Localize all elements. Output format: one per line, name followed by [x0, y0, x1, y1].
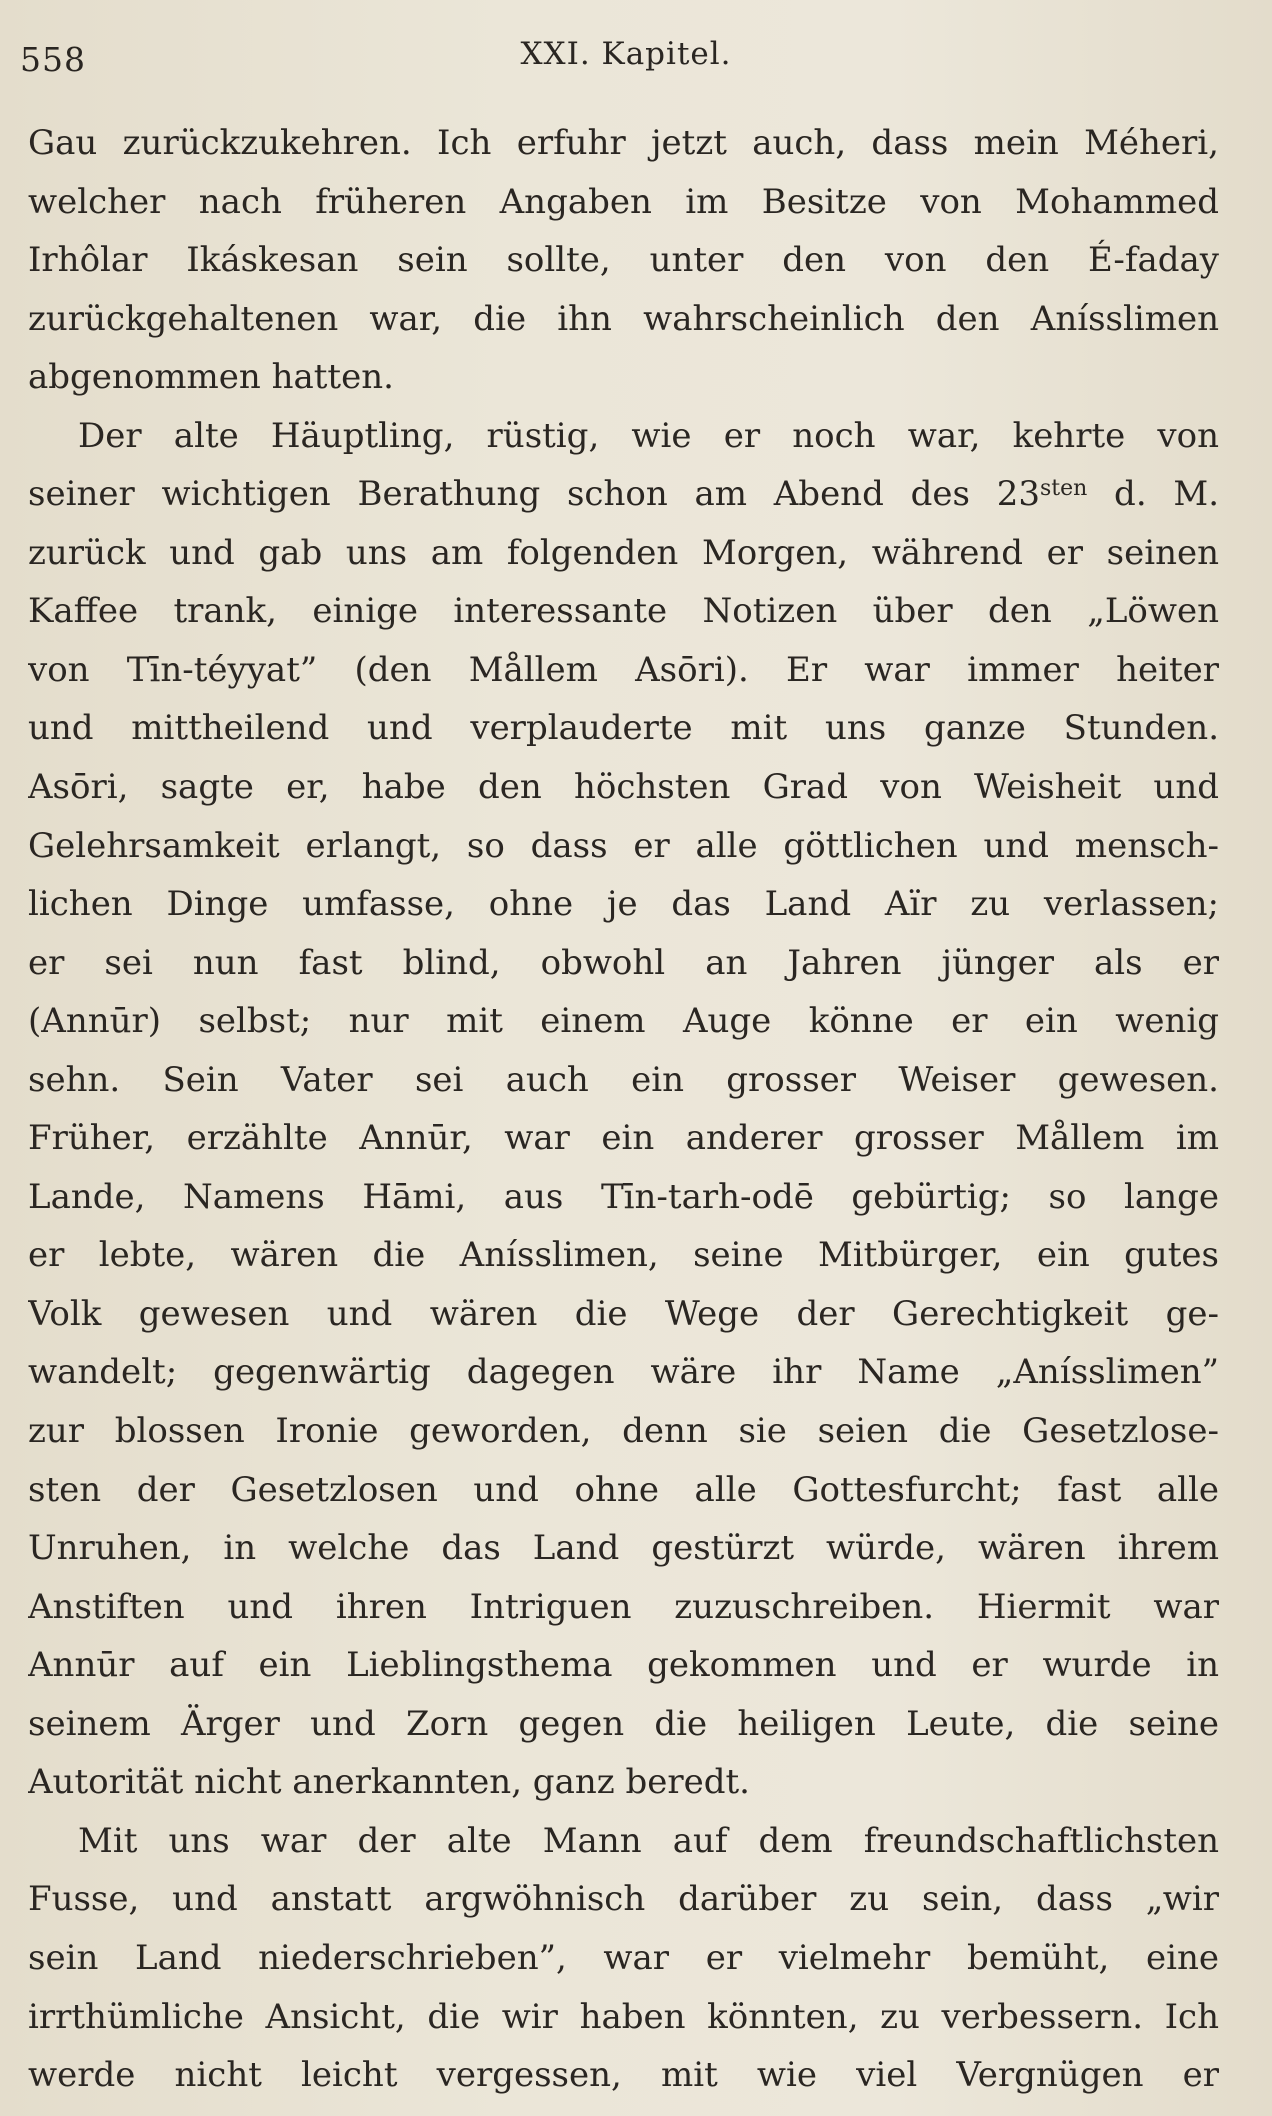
line-text: werde nicht leicht vergessen, mit wie viel Vergnügen er	[28, 2055, 1219, 2096]
line-text: abgenommen hatten.	[28, 357, 394, 398]
line-text: Mit uns war der alte Mann auf dem freundschaftlichsten	[78, 1820, 1219, 1861]
text-line	[28, 875, 1221, 934]
superscript: sten	[1039, 476, 1088, 502]
text-line	[28, 1461, 1221, 1520]
text-line	[28, 699, 1221, 758]
line-text: zurückgehaltenen war, die ihn wahrscheinlich den Anísslimen	[28, 298, 1219, 339]
text-line	[28, 817, 1221, 876]
text-line	[28, 290, 1221, 349]
line-text: er lebte, wären die Anísslimen, seine Mitbürger, ein gutes	[28, 1235, 1219, 1276]
line-text: Anstiften und ihren Intriguen zuzuschreiben. Hiermit war	[28, 1586, 1219, 1627]
line-text: Volk gewesen und wären die Wege der Gerechtigkeit ge-	[28, 1293, 1219, 1334]
line-text: Gelehrsamkeit erlangt, so dass er alle göttlichen und mensch-	[28, 825, 1219, 866]
line-text: sehn. Sein Vater sei auch ein grosser Weiser gewesen.	[28, 1059, 1219, 1100]
text-line	[28, 465, 1221, 524]
text-line	[28, 1929, 1221, 1988]
page-header	[20, 36, 1232, 86]
text-line	[28, 1988, 1221, 2047]
text-line	[28, 582, 1221, 641]
text-line	[28, 641, 1221, 700]
line-text: Gau zurückzukehren. Ich erfuhr jetzt auch, dass mein Méheri,	[28, 123, 1219, 163]
line-text: Irhôlar Ikáskesan sein sollte, unter den von den É-faday	[28, 240, 1219, 281]
text-line	[28, 1285, 1221, 1344]
line-text: von Tīn-téyyat” (den Mållem Asōri). Er war immer heiter	[28, 649, 1219, 690]
text-line	[28, 231, 1221, 290]
text-line	[28, 173, 1221, 232]
text-line	[28, 1519, 1221, 1578]
line-text: wandelt; gegenwärtig dagegen wäre ihr Name „Anísslimen”	[28, 1352, 1219, 1393]
line-text: Unruhen, in welche das Land gestürzt würde, wären ihrem	[28, 1528, 1219, 1569]
text-line	[28, 1168, 1221, 1227]
text-line	[28, 407, 1221, 466]
line-text: Früher, erzählte Annūr, war ein anderer grosser Mållem im	[28, 1118, 1219, 1159]
line-text: Autorität nicht anerkannten, ganz beredt.	[28, 1762, 750, 1803]
line-text: Kaffee trank, einige interessante Notizen über den „Löwen	[28, 591, 1219, 632]
text-line	[28, 992, 1221, 1051]
line-text: Der alte Häuptling, rüstig, wie er noch war, kehrte von	[78, 415, 1219, 456]
text-line	[28, 1578, 1221, 1637]
line-text: Lande, Namens Hāmi, aus Tīn-tarh-odē gebürtig; so lange	[28, 1176, 1219, 1217]
text-line	[28, 1870, 1221, 1929]
line-text: zurück und gab uns am folgenden Morgen, während er seinen	[28, 532, 1219, 573]
text-line	[28, 1753, 1221, 1812]
running-head: XXI. Kapitel.	[520, 36, 732, 72]
text-line	[28, 1109, 1221, 1168]
body-text	[28, 114, 1221, 2105]
line-text: seiner wichtigen Berathung schon am Abend des $23^{sten}$	[28, 474, 1088, 515]
line-text-after: d. M.	[1087, 474, 1220, 515]
line-text: Annūr auf ein Lieblingsthema gekommen und er wurde in	[28, 1645, 1219, 1686]
text-line	[28, 1636, 1221, 1695]
text-line	[28, 1402, 1221, 1461]
line-text: Asōri, sagte er, habe den höchsten Grad von Weisheit und	[28, 767, 1219, 808]
line-text: sein Land niederschrieben”, war er vielmehr bemüht, eine	[28, 1937, 1219, 1978]
text-line	[28, 758, 1221, 817]
text-line	[28, 1812, 1221, 1871]
line-text: zur blossen Ironie geworden, denn sie seien die Gesetzlose-	[28, 1411, 1219, 1452]
line-text: seinem Ärger und Zorn gegen die heiligen Leute, die seine	[28, 1703, 1219, 1744]
line-text: er sei nun fast blind, obwohl an Jahren jünger als er	[28, 942, 1219, 983]
text-line	[28, 1051, 1221, 1110]
line-text: welcher nach früheren Angaben im Besitze von Mohammed	[28, 181, 1219, 222]
text-line	[28, 1343, 1221, 1402]
text-line	[28, 524, 1221, 583]
page-number: 558	[20, 40, 86, 79]
line-text: lichen Dinge umfasse, ohne je das Land Aïr zu verlassen;	[28, 884, 1219, 925]
line-text: und mittheilend und verplauderte mit uns ganze Stunden.	[28, 708, 1219, 749]
text-line	[28, 1695, 1221, 1754]
text-line	[28, 114, 1221, 173]
text-line	[28, 934, 1221, 993]
line-text: (Annūr) selbst; nur mit einem Auge könne er ein wenig	[28, 1001, 1219, 1042]
line-text: irrthümliche Ansicht, die wir haben könnten, zu verbessern. Ich	[28, 1996, 1219, 2037]
text-line	[28, 1226, 1221, 1285]
line-text: Fusse, und anstatt argwöhnisch darüber zu sein, dass „wir	[28, 1879, 1219, 1920]
line-text: sten der Gesetzlosen und ohne alle Gottesfurcht; fast alle	[28, 1469, 1219, 1510]
text-line	[28, 2046, 1221, 2105]
text-line	[28, 348, 1221, 407]
